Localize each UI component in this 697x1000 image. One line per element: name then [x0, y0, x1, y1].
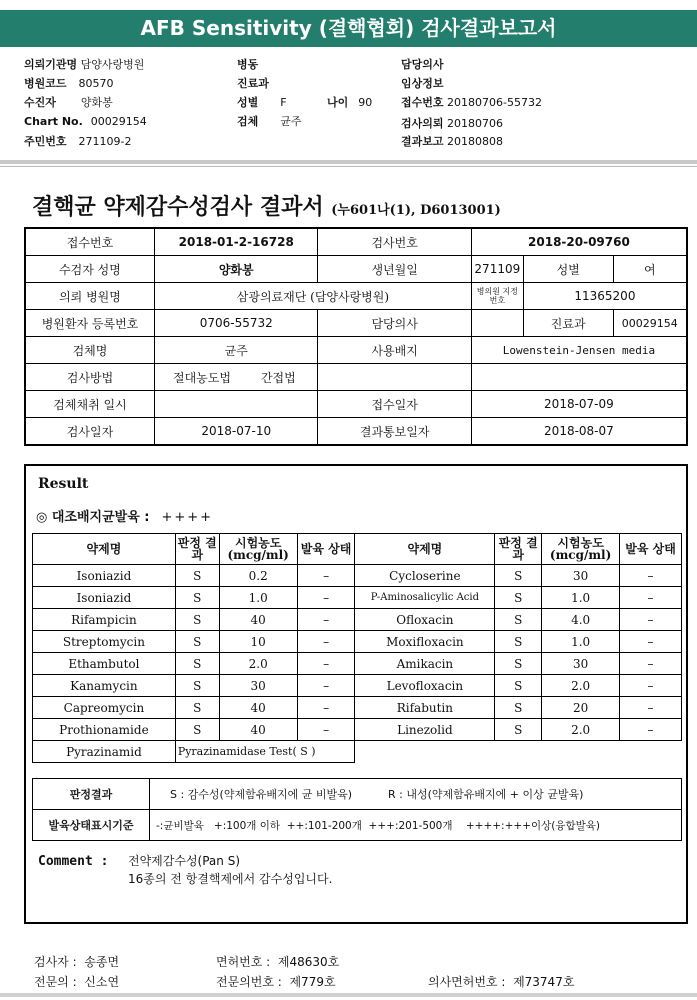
drug-conc: 2.0: [219, 653, 297, 675]
comment-line: 16종의 전 항결핵제에서 감수성입니다.: [128, 872, 333, 886]
sig-value: 제73747호: [513, 975, 575, 989]
pyrazinamidase-test: Pyrazinamidase Test( S ): [175, 741, 355, 763]
info-label: 검체명: [25, 337, 154, 364]
drug-conc: 20: [542, 697, 620, 719]
drug-conc: 4.0: [542, 609, 620, 631]
header-age: [327, 94, 372, 110]
header-left-0: [24, 56, 144, 72]
specimen-value: 균주: [154, 337, 317, 364]
drug-judge: S: [495, 631, 542, 653]
document-title-text: 결핵균 약제감수성검사 결과서: [32, 194, 324, 220]
sig-value: 신소연: [84, 975, 120, 989]
meta-label: 성별: [237, 96, 259, 109]
drug-judge: S: [495, 565, 542, 587]
sig-label: 전문의 :: [34, 975, 77, 989]
drug-growth: –: [297, 719, 355, 741]
control-growth: [36, 506, 213, 525]
drug-drug: Kanamycin: [33, 675, 176, 697]
header-drug: 약제명: [33, 534, 176, 565]
tested-date: 2018-07-10: [154, 418, 317, 446]
comment-text: [128, 852, 332, 888]
drug-drug: Ofloxacin: [355, 609, 495, 631]
control-label: ◎ 대조배지균발육 :: [36, 510, 150, 525]
drug-row: [33, 565, 682, 587]
sig-label: 면허번호 :: [216, 955, 271, 969]
legend-growth-label: 발육상태표시기준: [33, 810, 150, 841]
legend-table: [32, 778, 682, 841]
drug-row: [33, 631, 682, 653]
patient-reg-number: 0706-55732: [154, 310, 317, 337]
patient-name: 양화봉: [154, 256, 317, 283]
doctor-license: [428, 973, 574, 990]
drug-judge: S: [175, 719, 219, 741]
drug-judge: S: [495, 609, 542, 631]
drug-conc: 10: [219, 631, 297, 653]
info-label: 병원환자 등록번호: [25, 310, 154, 337]
drug-growth: –: [620, 631, 682, 653]
header-right-3: [401, 115, 503, 131]
divider: [0, 993, 697, 997]
header-growth: 발육 상태: [620, 534, 682, 565]
drug-row: [33, 675, 682, 697]
drug-drug: Amikacin: [355, 653, 495, 675]
receipt-number: 2018-01-2-16728: [154, 228, 317, 256]
department-value: 00029154: [613, 310, 687, 337]
drug-judge: S: [175, 565, 219, 587]
info-label: 의뢰 병원명: [25, 283, 154, 310]
drug-drug: Isoniazid: [33, 587, 176, 609]
meta-value: 20180706: [447, 117, 504, 130]
sig-label: 전문의번호 :: [216, 975, 282, 989]
legend-judge-label: 판정결과: [33, 779, 150, 810]
header-left-1: [24, 75, 114, 91]
meta-label: 검체: [237, 115, 259, 128]
tester: [34, 953, 119, 970]
info-label: 진료과: [523, 310, 613, 337]
drug-row: [33, 653, 682, 675]
drug-conc: 30: [219, 675, 297, 697]
meta-value: 20180808: [447, 135, 504, 148]
drug-growth: –: [620, 565, 682, 587]
drug-judge: S: [495, 697, 542, 719]
drug-judge: S: [495, 675, 542, 697]
drug-row: [33, 697, 682, 719]
drug-growth: –: [620, 609, 682, 631]
drug-row: [33, 719, 682, 741]
specialist-number: [216, 973, 336, 990]
drug-growth: –: [297, 653, 355, 675]
legend-r: R : 내성(약제함유배지에 + 이상 균발육): [388, 788, 584, 801]
info-label: 접수번호: [25, 228, 154, 256]
drug-row-pyrazinamide: [33, 741, 682, 763]
info-label: 성별: [523, 256, 613, 283]
meta-label: 주민번호: [24, 135, 67, 148]
drug-drug: Ethambutol: [33, 653, 176, 675]
drug-conc: 40: [219, 697, 297, 719]
info-label: 검체채취 일시: [25, 391, 154, 418]
info-label: 접수일자: [318, 391, 471, 418]
comment-label: Comment :: [38, 854, 109, 869]
sig-value: 제48630호: [277, 955, 340, 969]
drug-judge: S: [495, 653, 542, 675]
test-number: 2018-20-09760: [471, 228, 687, 256]
drug-judge: S: [175, 609, 219, 631]
drug-conc: 2.0: [542, 675, 620, 697]
drug-row: [33, 587, 682, 609]
drug-judge: S: [175, 587, 219, 609]
header-right-4: [401, 133, 503, 149]
header-left-3: [24, 115, 147, 128]
header-growth: 발육 상태: [297, 534, 355, 565]
drug-drug: Prothionamide: [33, 719, 176, 741]
report-title: AFB Sensitivity (결핵협회) 검사결과보고서: [0, 10, 697, 47]
drug-table: [32, 533, 682, 763]
header-dept: [237, 75, 269, 91]
meta-value: 균주: [280, 115, 302, 128]
sig-value: 제779호: [289, 975, 336, 989]
drug-drug: P-Aminosalicylic Acid: [355, 587, 495, 609]
header-right-1: [401, 75, 444, 91]
legend-growth-text: -:균비발육 +:100개 이하 ++:101-200개 +++:201-500개 ++++:+++이상(융합발육): [150, 810, 682, 841]
report-date: 2018-08-07: [471, 418, 687, 446]
patient-info-table: [24, 227, 688, 446]
received-date: 2018-07-09: [471, 391, 687, 418]
header-left-2: [24, 94, 113, 110]
drug-growth: –: [297, 587, 355, 609]
drug-drug: Linezolid: [355, 719, 495, 741]
drug-conc: 30: [542, 653, 620, 675]
drug-drug: Levofloxacin: [355, 675, 495, 697]
drug-growth: –: [620, 653, 682, 675]
info-label: 병의원 지정번호: [471, 283, 523, 310]
drug-drug: Cycloserine: [355, 565, 495, 587]
drug-growth: –: [297, 631, 355, 653]
drug-drug: Rifabutin: [355, 697, 495, 719]
method-value: [154, 364, 317, 391]
header-drug: 약제명: [355, 534, 495, 565]
drug-conc: 1.0: [219, 587, 297, 609]
drug-drug: Rifampicin: [33, 609, 176, 631]
header-judge: 판정 결과: [175, 534, 219, 565]
meta-value: 80570: [78, 77, 114, 90]
meta-label: 나이: [327, 96, 349, 109]
meta-label: 검사의뢰: [401, 117, 444, 130]
info-label: 수검자 성명: [25, 256, 154, 283]
collect-value: [154, 391, 317, 418]
sig-value: 송종면: [84, 955, 120, 969]
drug-judge: S: [175, 697, 219, 719]
header-right-2: [401, 94, 542, 110]
meta-value: 담양사랑병원: [80, 58, 145, 71]
comment-line: 전약제감수성(Pan S): [128, 854, 241, 868]
result-title: Result: [38, 476, 89, 492]
drug-growth: –: [620, 697, 682, 719]
meta-value: 20180706-55732: [447, 96, 542, 109]
drug-conc: 2.0: [542, 719, 620, 741]
drug-row: [33, 609, 682, 631]
drug-growth: –: [297, 675, 355, 697]
divider: [0, 166, 697, 167]
header-judge: 판정 결과: [495, 534, 542, 565]
drug-drug: Capreomycin: [33, 697, 176, 719]
drug-growth: –: [620, 587, 682, 609]
meta-label: Chart No.: [24, 115, 83, 128]
header-conc: 시험농도 (mcg/ml): [219, 534, 297, 565]
meta-value: 271109-2: [78, 135, 132, 148]
sig-label: 검사자 :: [34, 955, 77, 969]
license: [216, 953, 339, 970]
info-label: 담당의사: [318, 310, 471, 337]
drug-conc: 0.2: [219, 565, 297, 587]
header-sex: [237, 94, 287, 110]
drug-drug: Moxifloxacin: [355, 631, 495, 653]
drug-drug: Streptomycin: [33, 631, 176, 653]
header-ward: [237, 56, 258, 72]
meta-label: 접수번호: [401, 96, 444, 109]
drug-judge: S: [495, 719, 542, 741]
meta-label: 병원코드: [24, 77, 67, 90]
sig-label: 의사면허번호 :: [428, 975, 506, 989]
hospital-number: 11365200: [523, 283, 687, 310]
drug-growth: –: [297, 697, 355, 719]
patient-sex: 여: [613, 256, 687, 283]
drug-growth: –: [620, 675, 682, 697]
legend-judge-text: [150, 779, 682, 810]
info-label: 생년월일: [318, 256, 471, 283]
meta-label: 병동: [237, 58, 259, 71]
meta-label: 담당의사: [401, 58, 444, 71]
method-b: 간접법: [260, 370, 296, 385]
drug-pyrazinamide: Pyrazinamid: [33, 741, 176, 763]
drug-conc: 40: [219, 609, 297, 631]
meta-label: 임상정보: [401, 77, 444, 90]
info-label: 검사방법: [25, 364, 154, 391]
meta-value: 90: [358, 96, 373, 109]
drug-judge: S: [495, 587, 542, 609]
info-label: 검사번호: [318, 228, 471, 256]
header-conc: 시험농도 (mcg/ml): [542, 534, 620, 565]
birth-date: 271109: [471, 256, 523, 283]
hospital-name: 삼광의료재단 (담양사랑병원): [154, 283, 471, 310]
header-left-4: [24, 133, 131, 149]
meta-value: F: [280, 96, 287, 109]
drug-judge: S: [175, 631, 219, 653]
drug-conc: 1.0: [542, 587, 620, 609]
drug-growth: –: [620, 719, 682, 741]
result-section: [24, 464, 688, 924]
media-value: Lowenstein-Jensen media: [471, 337, 687, 364]
divider: [0, 160, 697, 164]
info-label: 검사일자: [25, 418, 154, 446]
info-label: 결과통보일자: [318, 418, 471, 446]
drug-judge: S: [175, 653, 219, 675]
document-title: [32, 190, 501, 221]
drug-drug: Isoniazid: [33, 565, 176, 587]
drug-judge: S: [175, 675, 219, 697]
info-label: 사용배지: [318, 337, 471, 364]
meta-value: 00029154: [90, 115, 147, 128]
meta-label: 수진자: [24, 96, 56, 109]
control-value: ++++: [161, 510, 214, 525]
drug-conc: 30: [542, 565, 620, 587]
meta-label: 의뢰기관명: [24, 58, 78, 71]
drug-growth: –: [297, 565, 355, 587]
document-code: (누601나(1), D6013001): [331, 203, 501, 218]
drug-conc: 40: [219, 719, 297, 741]
drug-conc: 1.0: [542, 631, 620, 653]
meta-label: 진료과: [237, 77, 269, 90]
method-a: 절대농도법: [172, 370, 231, 385]
legend-s: S : 감수성(약제함유배지에 균 비발육): [170, 788, 353, 801]
drug-growth: –: [297, 609, 355, 631]
meta-value: 양화봉: [80, 96, 113, 109]
specialist: [34, 973, 119, 990]
header-right-0: [401, 56, 444, 72]
meta-label: 결과보고: [401, 135, 444, 148]
doctor-name: [471, 310, 523, 337]
header-specimen: [237, 113, 302, 129]
